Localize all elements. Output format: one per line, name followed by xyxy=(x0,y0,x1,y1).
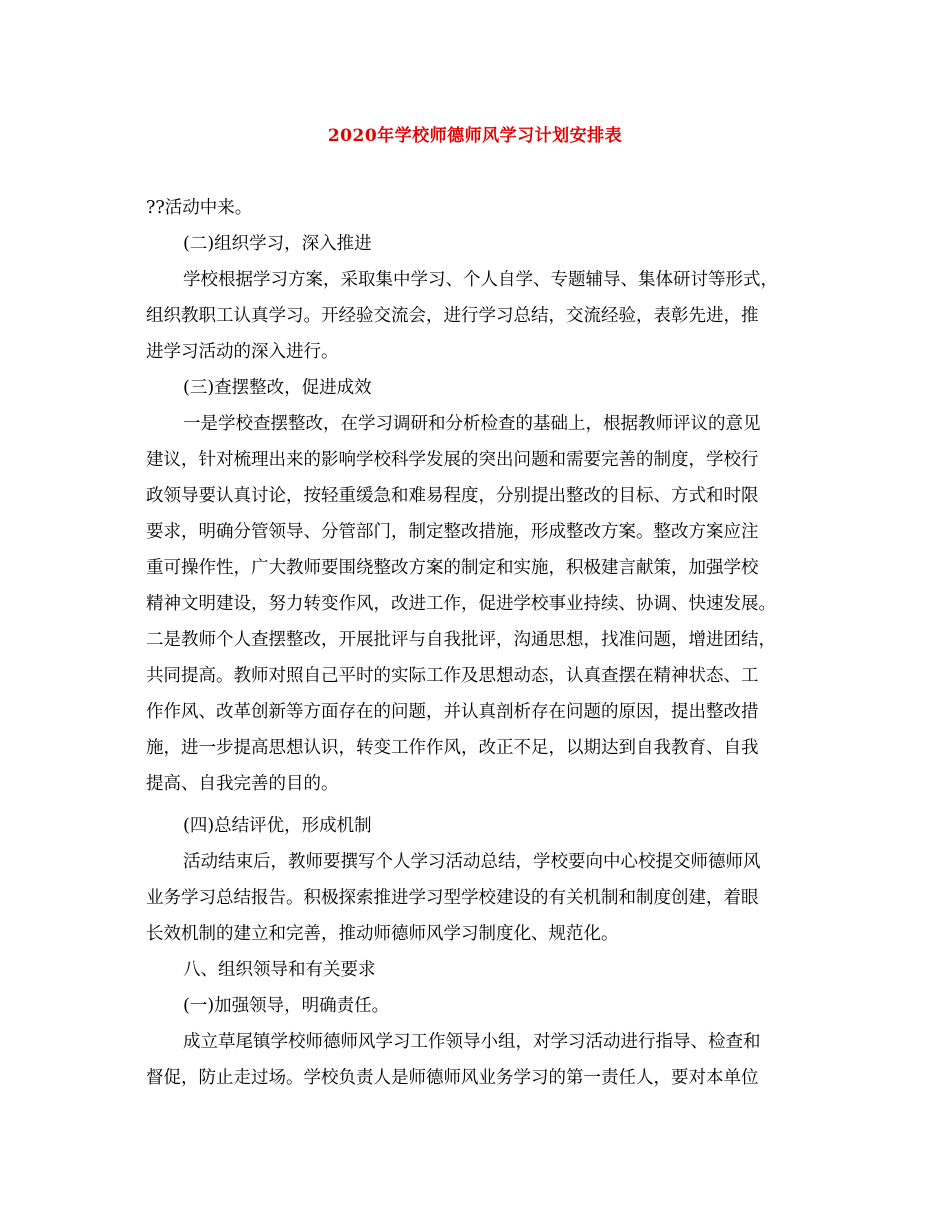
text-line: 共同提高。教师对照自己平时的实际工作及思想动态，认真查摆在精神状态、工 xyxy=(146,666,759,686)
text-line: 政领导要认真讨论，按轻重缓急和难易程度，分别提出整改的目标、方式和时限 xyxy=(146,486,759,506)
text-line: 一是学校查摆整改，在学习调研和分析检查的基础上，根据教师评议的意见 xyxy=(183,414,761,434)
text-line: 业务学习总结报告。积极探索推进学习型学校建设的有关机制和制度创建，着眼 xyxy=(146,888,759,908)
text-line: 建议，针对梳理出来的影响学校科学发展的突出问题和需要完善的制度，学校行 xyxy=(146,450,759,470)
text-line: ??活动中来。 xyxy=(146,198,253,218)
text-line: 组织教职工认真学习。开经验交流会，进行学习总结，交流经验，表彰先进，推 xyxy=(146,306,759,326)
text-line: 成立草尾镇学校师德师风学习工作领导小组，对学习活动进行指导、检查和 xyxy=(183,1032,761,1052)
page-title: 2020年学校师德师风学习计划安排表 xyxy=(327,126,623,146)
text-line: 二是教师个人查摆整改，开展批评与自我批评，沟通思想，找准问题，增进团结， xyxy=(146,630,776,650)
text-line: 长效机制的建立和完善，推动师德师风学习制度化、规范化。 xyxy=(146,924,619,944)
section-heading: (三)查摆整改，促进成效 xyxy=(183,378,372,398)
text-line: 精神文明建设，努力转变作风，改进工作，促进学校事业持续、协调、快速发展。 xyxy=(146,594,776,614)
text-line: 要求，明确分管领导、分管部门，制定整改措施，形成整改方案。整改方案应注 xyxy=(146,522,759,542)
text-line: 进学习活动的深入进行。 xyxy=(146,342,339,362)
text-line: 重可操作性，广大教师要围绕整改方案的制定和实施，积极建言献策，加强学校 xyxy=(146,558,759,578)
section-heading: (一)加强领导，明确责任。 xyxy=(183,996,390,1016)
section-heading: 八、组织领导和有关要求 xyxy=(183,960,376,980)
text-line: 督促，防止走过场。学校负责人是师德师风业务学习的第一责任人，要对本单位 xyxy=(146,1068,759,1088)
text-line: 活动结束后，教师要撰写个人学习活动总结，学校要向中心校提交师德师风 xyxy=(183,852,761,872)
text-line: 提高、自我完善的目的。 xyxy=(146,774,339,794)
section-heading: (四)总结评优，形成机制 xyxy=(183,816,372,836)
text-line: 施，进一步提高思想认识，转变工作作风，改正不足，以期达到自我教育、自我 xyxy=(146,738,759,758)
text-line: 作作风、改革创新等方面存在的问题，并认真剖析存在问题的原因，提出整改措 xyxy=(146,702,759,722)
text-line: 学校根据学习方案，采取集中学习、个人自学、专题辅导、集体研讨等形式， xyxy=(183,270,778,290)
section-heading: (二)组织学习，深入推进 xyxy=(183,234,372,254)
